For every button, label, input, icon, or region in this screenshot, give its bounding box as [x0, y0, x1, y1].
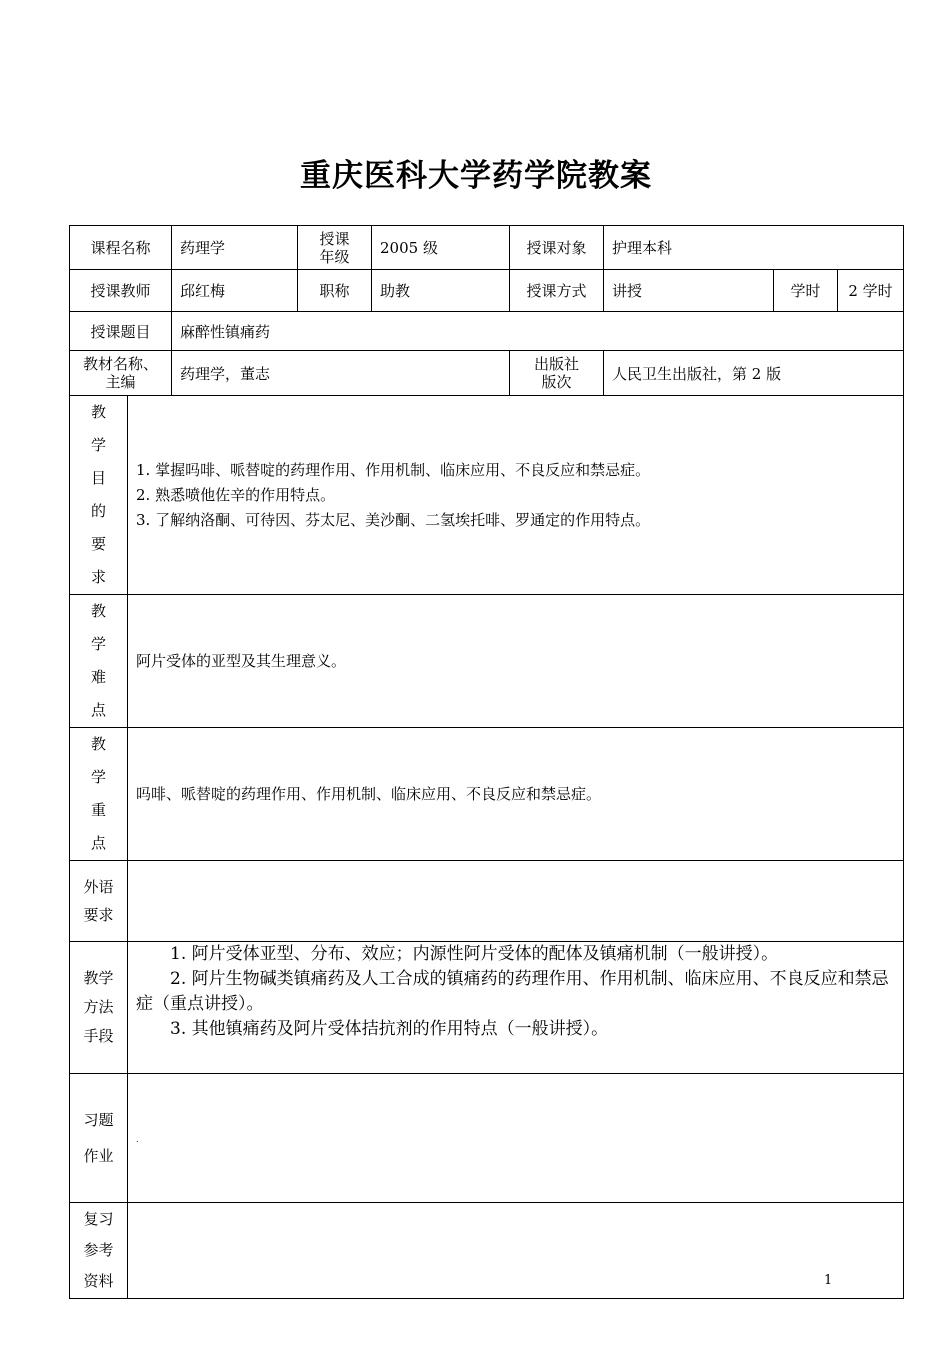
target-value: 护理本科	[604, 226, 904, 270]
row-topic	[70, 312, 904, 351]
keypoints-content: 吗啡、哌替啶的药理作用、作用机制、临床应用、不良反应和禁忌症。	[128, 728, 904, 861]
course-name-label: 课程名称	[70, 226, 172, 270]
label-char: 要	[90, 535, 106, 553]
label-char: 目	[90, 469, 106, 487]
publisher-label-line2: 版次	[541, 373, 572, 391]
homework-text: .	[136, 1134, 139, 1144]
publisher-value: 人民卫生出版社，第 2 版	[604, 351, 904, 396]
grade-label-line1: 授课	[319, 229, 350, 248]
label-char: 重	[90, 801, 106, 819]
label-char: 参考	[83, 1241, 114, 1259]
hours-label: 学时	[774, 270, 838, 312]
hours-value: 2 学时	[838, 270, 904, 312]
row-course	[70, 226, 904, 270]
label-char: 要求	[83, 906, 114, 924]
label-char: 学	[90, 635, 106, 653]
methods-label	[70, 942, 128, 1074]
row-homework	[70, 1074, 904, 1203]
label-char: 外语	[83, 878, 114, 896]
label-char: 教	[90, 735, 106, 753]
objective-item: 1. 掌握吗啡、哌替啶的药理作用、作用机制、临床应用、不良反应和禁忌症。	[136, 460, 651, 479]
objectives-label	[70, 396, 128, 595]
label-char: 资料	[83, 1272, 114, 1290]
grade-value: 2005 级	[372, 226, 510, 270]
keypoints-label	[70, 728, 128, 861]
publisher-label-line1: 出版社	[534, 355, 580, 373]
row-review	[70, 1203, 904, 1299]
objectives-content	[128, 396, 904, 595]
label-char: 学	[90, 436, 106, 454]
mode-value: 讲授	[604, 270, 774, 312]
label-char: 的	[90, 502, 106, 520]
review-label	[70, 1203, 128, 1299]
language-content	[128, 861, 904, 942]
label-char: 求	[90, 568, 106, 586]
row-language	[70, 861, 904, 942]
label-char: 点	[90, 701, 106, 719]
textbook-label	[70, 351, 172, 396]
homework-label	[70, 1074, 128, 1203]
row-objectives	[70, 396, 904, 595]
row-textbook	[70, 351, 904, 396]
label-char: 点	[90, 834, 106, 852]
row-keypoints	[70, 728, 904, 861]
topic-label: 授课题目	[70, 312, 172, 351]
methods-content	[128, 942, 904, 1074]
label-char: 手段	[83, 1027, 114, 1045]
difficulty-label	[70, 595, 128, 728]
mode-label: 授课方式	[510, 270, 604, 312]
rank-label: 职称	[298, 270, 372, 312]
row-difficulty	[70, 595, 904, 728]
label-char: 教学	[83, 969, 114, 987]
target-label: 授课对象	[510, 226, 604, 270]
textbook-label-line2: 主编	[105, 373, 136, 391]
language-label	[70, 861, 128, 942]
method-item: 3. 其他镇痛药及阿片受体拮抗剂的作用特点（一般讲授）。	[170, 1019, 609, 1039]
label-char: 复习	[83, 1210, 114, 1228]
row-teacher	[70, 270, 904, 312]
row-methods	[70, 942, 904, 1074]
textbook-value: 药理学，董志	[172, 351, 510, 396]
teacher-label: 授课教师	[70, 270, 172, 312]
textbook-label-line1: 教材名称、	[83, 355, 159, 373]
lesson-plan-table	[69, 225, 904, 1299]
grade-label-line2: 年级	[319, 247, 350, 266]
difficulty-content: 阿片受体的亚型及其生理意义。	[128, 595, 904, 728]
rank-value: 助教	[372, 270, 510, 312]
course-name-value: 药理学	[172, 226, 298, 270]
label-char: 学	[90, 768, 106, 786]
objective-item: 2. 熟悉喷他佐辛的作用特点。	[136, 485, 336, 504]
label-char: 教	[90, 602, 106, 620]
objective-item: 3. 了解纳洛酮、可待因、芬太尼、美沙酮、二氢埃托啡、罗通定的作用特点。	[136, 510, 651, 529]
review-content	[128, 1203, 904, 1299]
label-char: 教	[90, 403, 106, 421]
label-char: 作业	[83, 1147, 114, 1165]
label-char: 习题	[83, 1111, 114, 1129]
method-item: 2. 阿片生物碱类镇痛药及人工合成的镇痛药的药理作用、作用机制、临床应用、不良反应和禁忌症（重点讲授）。	[136, 969, 889, 1014]
page-number: 1	[824, 1273, 833, 1288]
method-item: 1. 阿片受体亚型、分布、效应；内源性阿片受体的配体及镇痛机制（一般讲授）。	[170, 944, 779, 964]
page-title: 重庆医科大学药学院教案	[300, 158, 652, 194]
teacher-value: 邱红梅	[172, 270, 298, 312]
grade-label	[298, 226, 372, 270]
label-char: 方法	[83, 998, 114, 1016]
topic-value: 麻醉性镇痛药	[172, 312, 904, 351]
homework-content	[128, 1074, 904, 1203]
publisher-label	[510, 351, 604, 396]
label-char: 难	[90, 668, 106, 686]
